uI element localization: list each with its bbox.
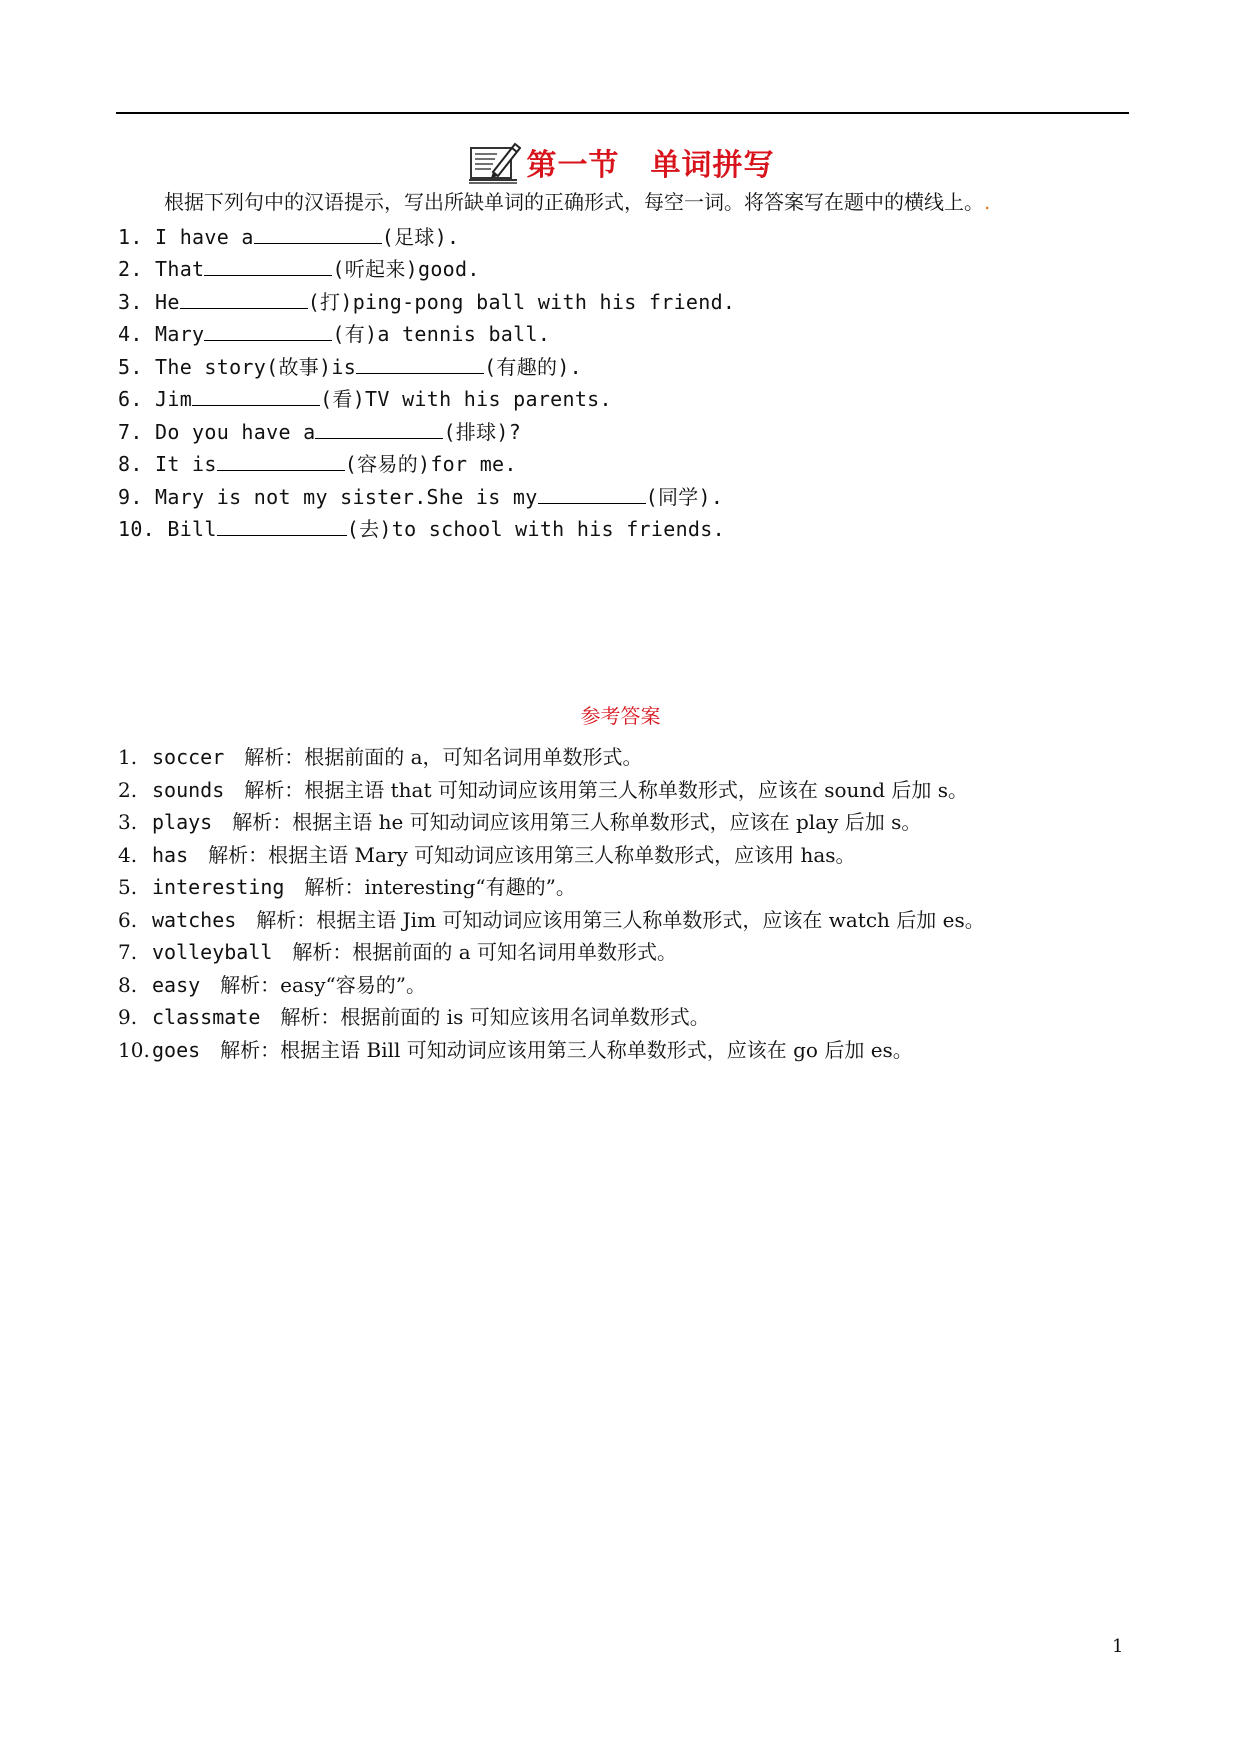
question-3 — [118, 286, 735, 315]
question-after: (听起来)good. — [332, 257, 480, 281]
answer-blank[interactable] — [217, 517, 347, 536]
question-before: Bill — [167, 517, 217, 541]
answer-word: sounds — [152, 778, 225, 802]
answer-blank[interactable] — [254, 225, 382, 244]
question-number: 10. — [118, 517, 156, 541]
answer-number: 8. — [118, 973, 138, 997]
answer-explanation: 解析：根据主语 Mary 可知动词应该用第三人称单数形式，应该用 has。 — [208, 843, 856, 867]
answer-2 — [118, 774, 968, 803]
question-9 — [118, 481, 723, 510]
answer-number: 2. — [118, 778, 138, 802]
answer-explanation: 解析：interesting“有趣的”。 — [304, 875, 576, 899]
answer-blank[interactable] — [180, 290, 308, 309]
pen-on-notebook-icon — [467, 140, 521, 184]
header-rule — [116, 112, 1129, 114]
answer-number: 9. — [118, 1005, 138, 1029]
question-before: It is — [155, 452, 217, 476]
question-number: 1. — [118, 225, 143, 249]
question-before: I have a — [155, 225, 254, 249]
answer-word: plays — [152, 810, 213, 834]
section-title: 第一节 单词拼写 — [526, 148, 775, 183]
answer-number: 1. — [118, 745, 138, 769]
answer-blank[interactable] — [204, 322, 332, 341]
answer-word: watches — [152, 908, 237, 932]
answer-9 — [118, 1001, 710, 1030]
answer-3 — [118, 806, 921, 835]
answer-word: easy — [152, 973, 201, 997]
answer-number: 10. — [118, 1038, 150, 1062]
answer-number: 3. — [118, 810, 138, 834]
question-before: Mary — [155, 322, 205, 346]
answer-word: soccer — [152, 745, 225, 769]
answer-explanation: 解析：根据前面的 is 可知应该用名词单数形式。 — [280, 1005, 710, 1029]
question-after: (同学). — [645, 485, 724, 509]
question-number: 4. — [118, 322, 143, 346]
answer-8 — [118, 969, 426, 998]
answer-7 — [118, 936, 677, 965]
answer-explanation: 解析：根据前面的 a，可知名词用单数形式。 — [244, 745, 643, 769]
answer-word: goes — [152, 1038, 201, 1062]
question-before: Do you have a — [155, 420, 316, 444]
answer-explanation: 解析：根据主语 he 可知动词应该用第三人称单数形式，应该在 play 后加 s。 — [232, 810, 922, 834]
question-after: (去)to school with his friends. — [346, 517, 725, 541]
answer-blank[interactable] — [204, 257, 332, 276]
answer-blank[interactable] — [192, 387, 320, 406]
question-after: (有)a tennis ball. — [332, 322, 551, 346]
question-5 — [118, 351, 582, 380]
answer-10 — [118, 1034, 913, 1063]
answer-1 — [118, 741, 643, 770]
question-after: (打)ping-pong ball with his friend. — [307, 290, 736, 314]
answer-blank[interactable] — [356, 355, 484, 374]
question-1 — [118, 221, 459, 250]
answer-explanation: 解析：根据主语 Bill 可知动词应该用第三人称单数形式，应该在 go 后加 es。 — [220, 1038, 913, 1062]
answer-word: interesting — [152, 875, 285, 899]
question-number: 9. — [118, 485, 143, 509]
answer-word: volleyball — [152, 940, 273, 964]
instruction — [164, 186, 990, 215]
answer-blank[interactable] — [217, 452, 345, 471]
question-before: The story(故事)is — [155, 355, 357, 379]
answer-number: 7. — [118, 940, 138, 964]
answer-4 — [118, 839, 856, 868]
answers-title: 参考答案 — [580, 704, 661, 728]
instruction-text: 根据下列句中的汉语提示，写出所缺单词的正确形式，每空一词。将答案写在题中的横线上。 — [164, 190, 984, 214]
question-after: (容易的)for me. — [344, 452, 517, 476]
question-before: He — [155, 290, 180, 314]
question-8 — [118, 448, 517, 477]
question-before: Jim — [155, 387, 193, 411]
question-number: 8. — [118, 452, 143, 476]
page-number: 1 — [1112, 1636, 1124, 1657]
answer-5 — [118, 871, 576, 900]
question-2 — [118, 253, 480, 282]
question-before: That — [155, 257, 205, 281]
answer-blank[interactable] — [315, 420, 443, 439]
section-header — [0, 140, 1241, 188]
answer-word: classmate — [152, 1005, 261, 1029]
question-before: Mary is not my sister.She is my — [155, 485, 538, 509]
answer-number: 6. — [118, 908, 138, 932]
question-after: (看)TV with his parents. — [320, 387, 612, 411]
question-number: 3. — [118, 290, 143, 314]
answer-explanation: 解析：根据主语 Jim 可知动词应该用第三人称单数形式，应该在 watch 后加 es。 — [256, 908, 985, 932]
question-number: 6. — [118, 387, 143, 411]
question-number: 7. — [118, 420, 143, 444]
answer-number: 5. — [118, 875, 138, 899]
answer-word: has — [152, 843, 189, 867]
answer-explanation: 解析：easy“容易的”。 — [220, 973, 426, 997]
answer-explanation: 解析：根据主语 that 可知动词应该用第三人称单数形式，应该在 sound 后加 s。 — [244, 778, 969, 802]
instruction-mark: . — [984, 190, 991, 214]
question-number: 2. — [118, 257, 143, 281]
question-10 — [118, 513, 725, 542]
question-7 — [118, 416, 521, 445]
question-after: (足球). — [381, 225, 460, 249]
answer-explanation: 解析：根据前面的 a 可知名词用单数形式。 — [292, 940, 678, 964]
question-after: (排球)? — [443, 420, 522, 444]
answer-6 — [118, 904, 985, 933]
question-number: 5. — [118, 355, 143, 379]
question-6 — [118, 383, 612, 412]
answer-blank[interactable] — [538, 485, 646, 504]
answer-number: 4. — [118, 843, 138, 867]
question-4 — [118, 318, 550, 347]
question-after: (有趣的). — [484, 355, 583, 379]
